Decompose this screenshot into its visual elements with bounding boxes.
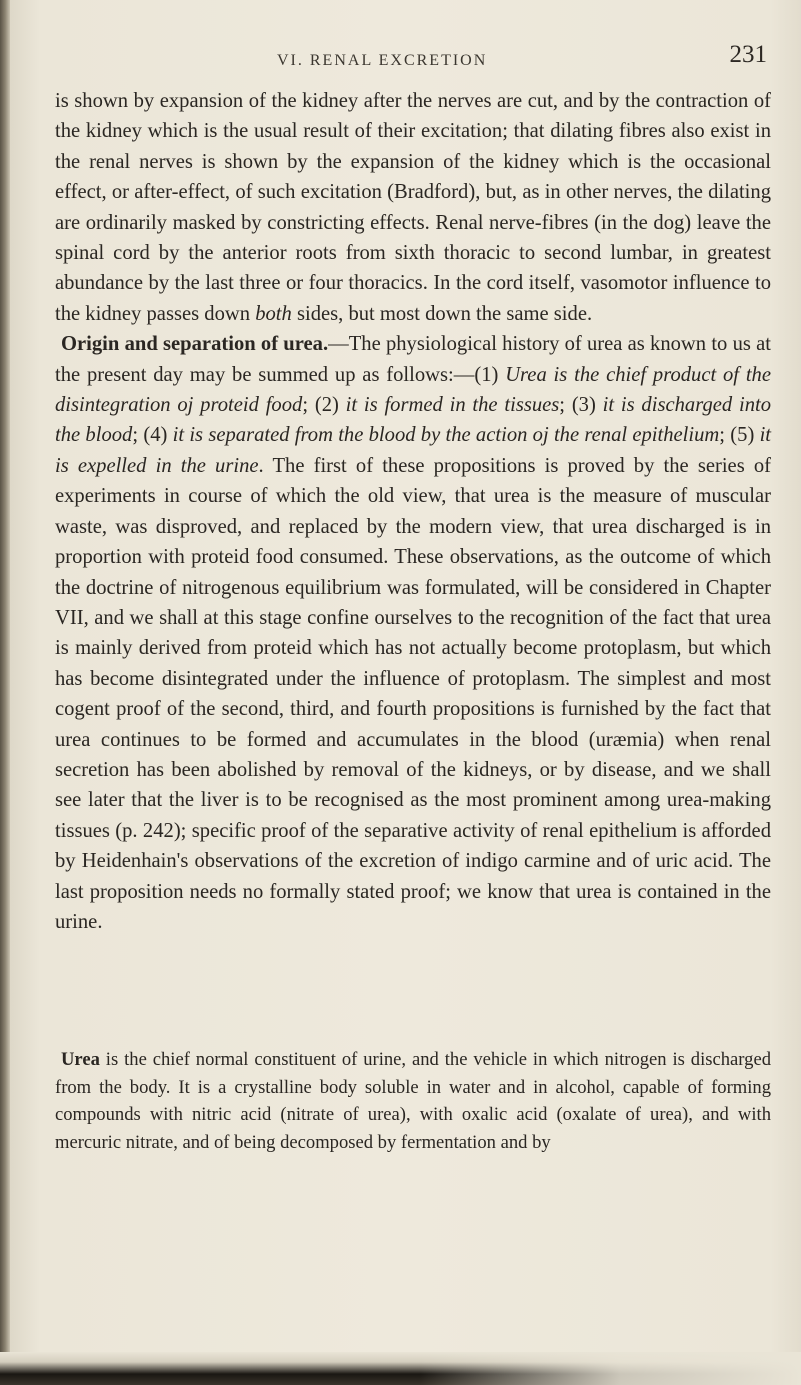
italic-text: it is separated from the blood by the action oj the renal epithelium (172, 424, 720, 447)
paragraph-urea (55, 1046, 771, 1156)
running-head: VI. RENAL EXCRETION (277, 52, 488, 69)
section-heading: Origin and separation of urea. (61, 333, 329, 356)
italic-text: it is expelled in the urine (55, 424, 772, 477)
paragraph-text: —The physiological history of urea as known to us at the present day may be summed up as follows:—(1) (55, 333, 771, 386)
page-binding-edge (0, 0, 10, 1385)
paragraph-text: sides, but most down the same side. (291, 302, 593, 325)
page-bottom-edge-fade (420, 1352, 801, 1385)
paragraph-renal-nerves (55, 86, 771, 329)
page-number: 231 (729, 41, 767, 68)
italic-text: both (255, 302, 292, 325)
paragraph-text: is shown by expansion of the kidney after the nerves are cut, and by the contraction of the kidney which is the usual result of their excitation; that dilating fibres also exist in the renal nerves is shown by the expansion of the kidney which is the occasional effect, or after-effect, of such excitation (Bradford), but, as in other nerves, the dilating are ordinarily masked by constricting effects. Renal nerve-fibres (in the dog) leave the spinal cord by the anterior roots from sixth thoracic to second lumbar, in greatest abundance by the last three or four thoracics. In the cord itself, vasomotor influence to the kidney passes down (55, 90, 771, 325)
paragraph-text: ; (4) (132, 424, 173, 447)
italic-text: it is formed in the tissues (345, 394, 560, 417)
paragraph-text: . The first of these propositions is proved by the series of experiments in course of which the old view, that urea is the measure of muscular waste, was disproved, and replaced by the modern view, that urea discharged is in proportion with proteid food consumed. These observations, as the outcome of which the doctrine of nitrogenous equilibrium was formulated, will be considered in Chapter VII, and we shall at this stage confine ourselves to the recognition of the fact that urea is mainly derived from proteid which has not actually become protoplasm, but which has become disintegrated under the influence of protoplasm. The simplest and most cogent proof of the second, third, and fourth propositions is furnished by the fact that urea continues to be formed and accumulates in the blood (uræmia) when renal secretion has been abolished by removal of the kidneys, or by disease, and we shall see later that the liver is to be recognised as the most prominent among urea-making tissues (p. 242); specific proof of the separative activity of renal epithelium is afforded by Heidenhain's observations of the excretion of indigo carmine and of uric acid. The last proposition needs no formally stated proof; we know that urea is contained in the urine. (55, 454, 772, 933)
paragraph-text: ; (3) (559, 394, 603, 417)
italic-text: it is discharged into the blood (55, 394, 772, 447)
italic-text: Urea is the chief product of the disintegration oj proteid food (55, 363, 771, 417)
paragraph-text: is the chief normal constituent of urine, and the vehicle in which nitrogen is discharged from the body. It is a crystalline body soluble in water and in alcohol, capable of forming compounds with nitric acid (nitrate of urea), with oxalic acid (oxalate of urea), and with mercuric nitrate, and of being decomposed by fermentation and by (55, 1049, 771, 1153)
section-heading: Urea (61, 1049, 100, 1070)
paragraph-origin-of-urea (55, 329, 771, 937)
paragraph-text: ; (5) (719, 424, 760, 447)
body-text (55, 86, 771, 937)
paragraph-text: ; (2) (302, 394, 346, 417)
small-print-section (55, 1046, 771, 1156)
page-header (55, 36, 771, 76)
